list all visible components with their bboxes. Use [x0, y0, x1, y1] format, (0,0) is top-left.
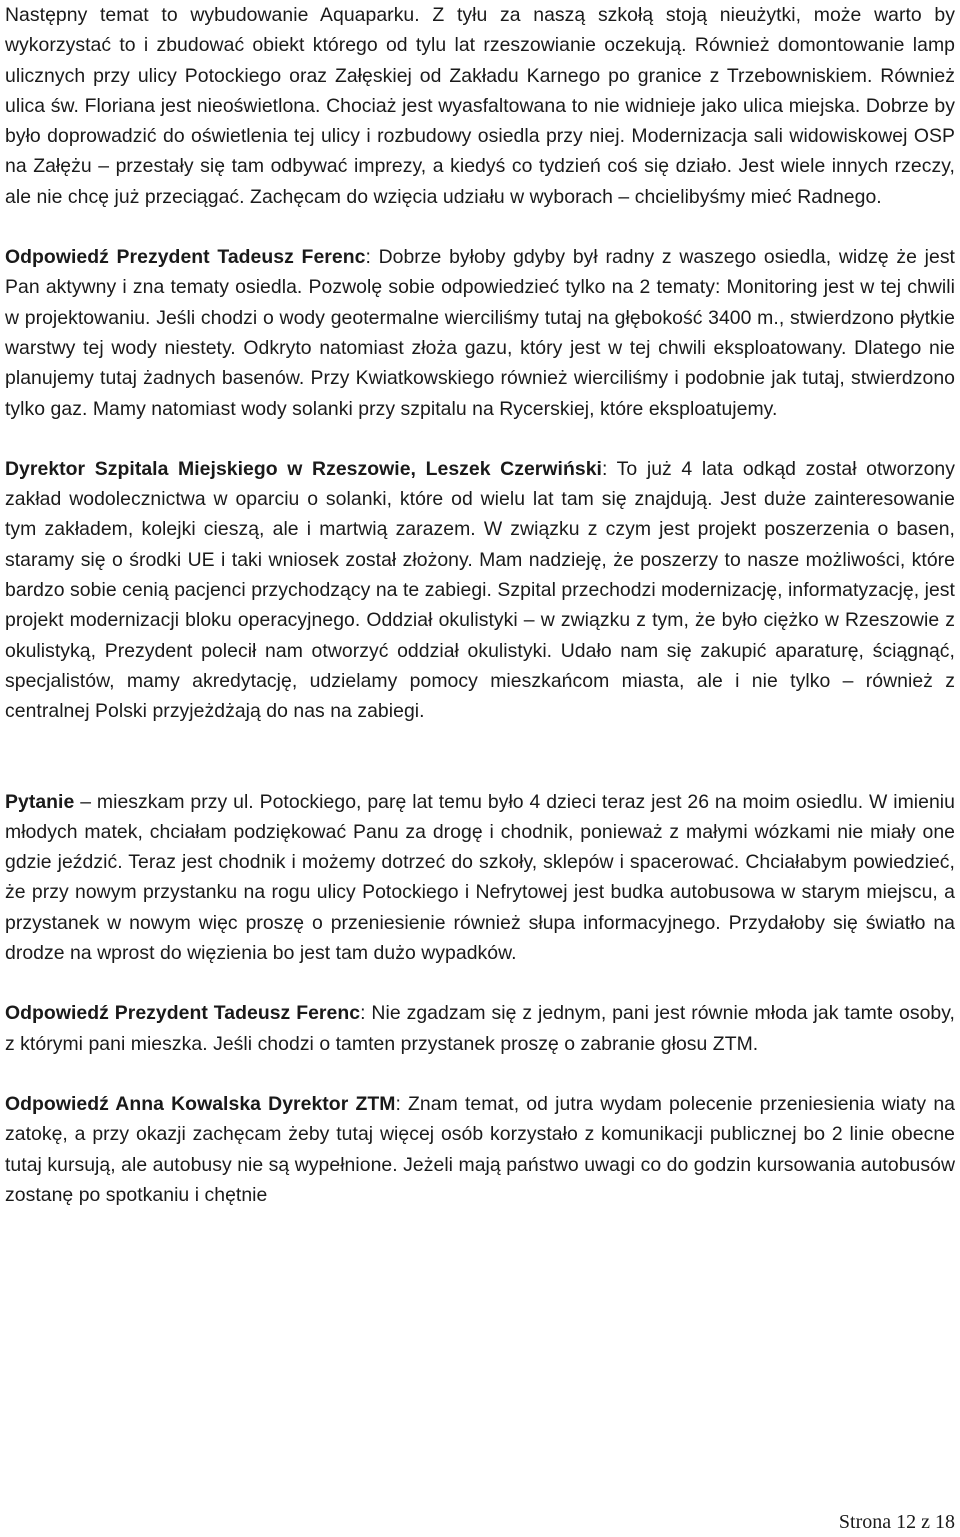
paragraph-text: – mieszkam przy ul. Potockiego, parę lat temu było 4 dzieci teraz jest 26 na moim osiedlu. W imieniu młodych matek, chciałam podziękować Panu za drogę i chodnik, ponieważ z małymi wózkami nie miały one gdzie jeździć. Teraz jest chodnik i możemy dotrzeć do szkoły, sklepów i spacerować. Chciałabym powiedzieć, że przy nowym przystanku na rogu ulicy Potockiego i Nefrytowej jest budka autobusowa w starym miejscu, a przystanek w nowym więc proszę o przeniesienie również słupa informacyjnego. Przydałoby się światło na drodze na wprost do więzienia bo jest tam dużo wypadków.	[5, 790, 955, 965]
document-page	[5, 0, 955, 1210]
paragraph-response-president-2	[5, 998, 955, 1059]
paragraph-text: : Nie zgadzam się z jednym, pani jest równie młoda jak tamte osoby, z którymi pani mieszka. Jeśli chodzi o tamten przystanek proszę o zabranie głosu ZTM.	[5, 1002, 955, 1055]
paragraph-text: Następny temat to wybudowanie Aquaparku. Z tyłu za naszą szkołą stoją nieużytki, może warto by wykorzystać to i zbudować obiekt którego od tylu lat rzeszowianie oczekują. Również domontowanie lamp ulicznych przy ulicy Potockiego oraz Załęskiej od Zakładu Karnego po granice z Trzebowniskiem. Również ulica św. Floriana jest nieoświetlona. Chociaż jest wyasfaltowana to nie widnieje jako ulica miejska. Dobrze by było doprowadzić do oświetlenia tej ulicy i rozbudowy osiedla przy niej. Modernizacja sali widowiskowej OSP na Załężu – przestały się tam odbywać imprezy, a kiedyś co tydzień coś się działo. Jest wiele innych rzeczy, ale nie chcę już przeciągać. Zachęcam do wzięcia udziału w wyborach – chcielibyśmy mieć Radnego.	[5, 4, 955, 208]
speaker-label: Odpowiedź Prezydent Tadeusz Ferenc	[5, 246, 366, 269]
paragraph-text: : Znam temat, od jutra wydam polecenie przeniesienia wiaty na zatokę, a przy okazji zachęcam żeby tutaj więcej osób korzystało z komunikacji publicznej bo 2 linie obecne tutaj kursują, ale autobusy nie są wypełnione. Jeżeli mają państwo uwagi co do godzin kursowania autobusów zostanę po spotkaniu i chętnie	[5, 1092, 955, 1206]
paragraph-response-ztm	[5, 1089, 955, 1210]
speaker-label: Pytanie	[5, 790, 75, 813]
paragraph-response-president-1	[5, 242, 955, 424]
speaker-label: Dyrektor Szpitala Miejskiego w Rzeszowie, Leszek Czerwiński	[5, 457, 602, 480]
speaker-label: Odpowiedź Prezydent Tadeusz Ferenc	[5, 1002, 361, 1025]
speaker-label: Odpowiedź Anna Kowalska Dyrektor ZTM	[5, 1092, 396, 1115]
paragraph-text: : To już 4 lata odkąd został otworzony zakład wodolecznictwa w oparciu o solanki, które od wielu lat tam się znajdują. Jest duże zainteresowanie tym zakładem, kolejki cieszą, ale i martwią zarazem. W związku z czym jest projekt poszerzenia o basen, staramy się o środki UE i taki wniosek został złożony. Mam nadzieję, że poszerzy to nasze możliwości, które bardzo sobie cenią pacjenci przychodzący na te zabiegi. Szpital przechodzi modernizację, informatyzację, jest projekt modernizacji bloku operacyjnego. Oddział okulistyki – w związku z tym, że było ciężko w Rzeszowie z okulistyką, Prezydent polecił nam otworzyć oddział okulistyki. Udało nam się zakupić aparaturę, ściągnąć, specjalistów, mamy akredytację, udzielamy pomocy mieszkańcom miasta, ale i nie tylko – również z centralnej Polski przyjeżdżają do nas na zabiegi.	[5, 457, 955, 723]
paragraph-aquapark	[5, 0, 955, 212]
paragraph-question	[5, 787, 955, 969]
paragraph-text: : Dobrze byłoby gdyby był radny z waszego osiedla, widzę że jest Pan aktywny i zna tematy osiedla. Pozwolę sobie odpowiedzieć tylko na 2 tematy: Monitoring jest w tej chwili w projektowaniu. Jeśli chodzi o wody geotermalne wierciliśmy tutaj na głębokość 3400 m., stwierdzono płytkie warstwy tej wody niestety. Odkryto natomiast złoża gazu, który jest w tej chwili eksploatowany. Dlatego nie planujemy tutaj żadnych basenów. Przy Kwiatkowskiego również wierciliśmy i podobnie jak tutaj, stwierdzono tylko gaz. Mamy natomiast wody solanki przy szpitalu na Rycerskiej, które eksploatujemy.	[5, 246, 955, 420]
page-number: Strona 12 z 18	[838, 1511, 955, 1533]
paragraph-hospital-director	[5, 454, 955, 727]
